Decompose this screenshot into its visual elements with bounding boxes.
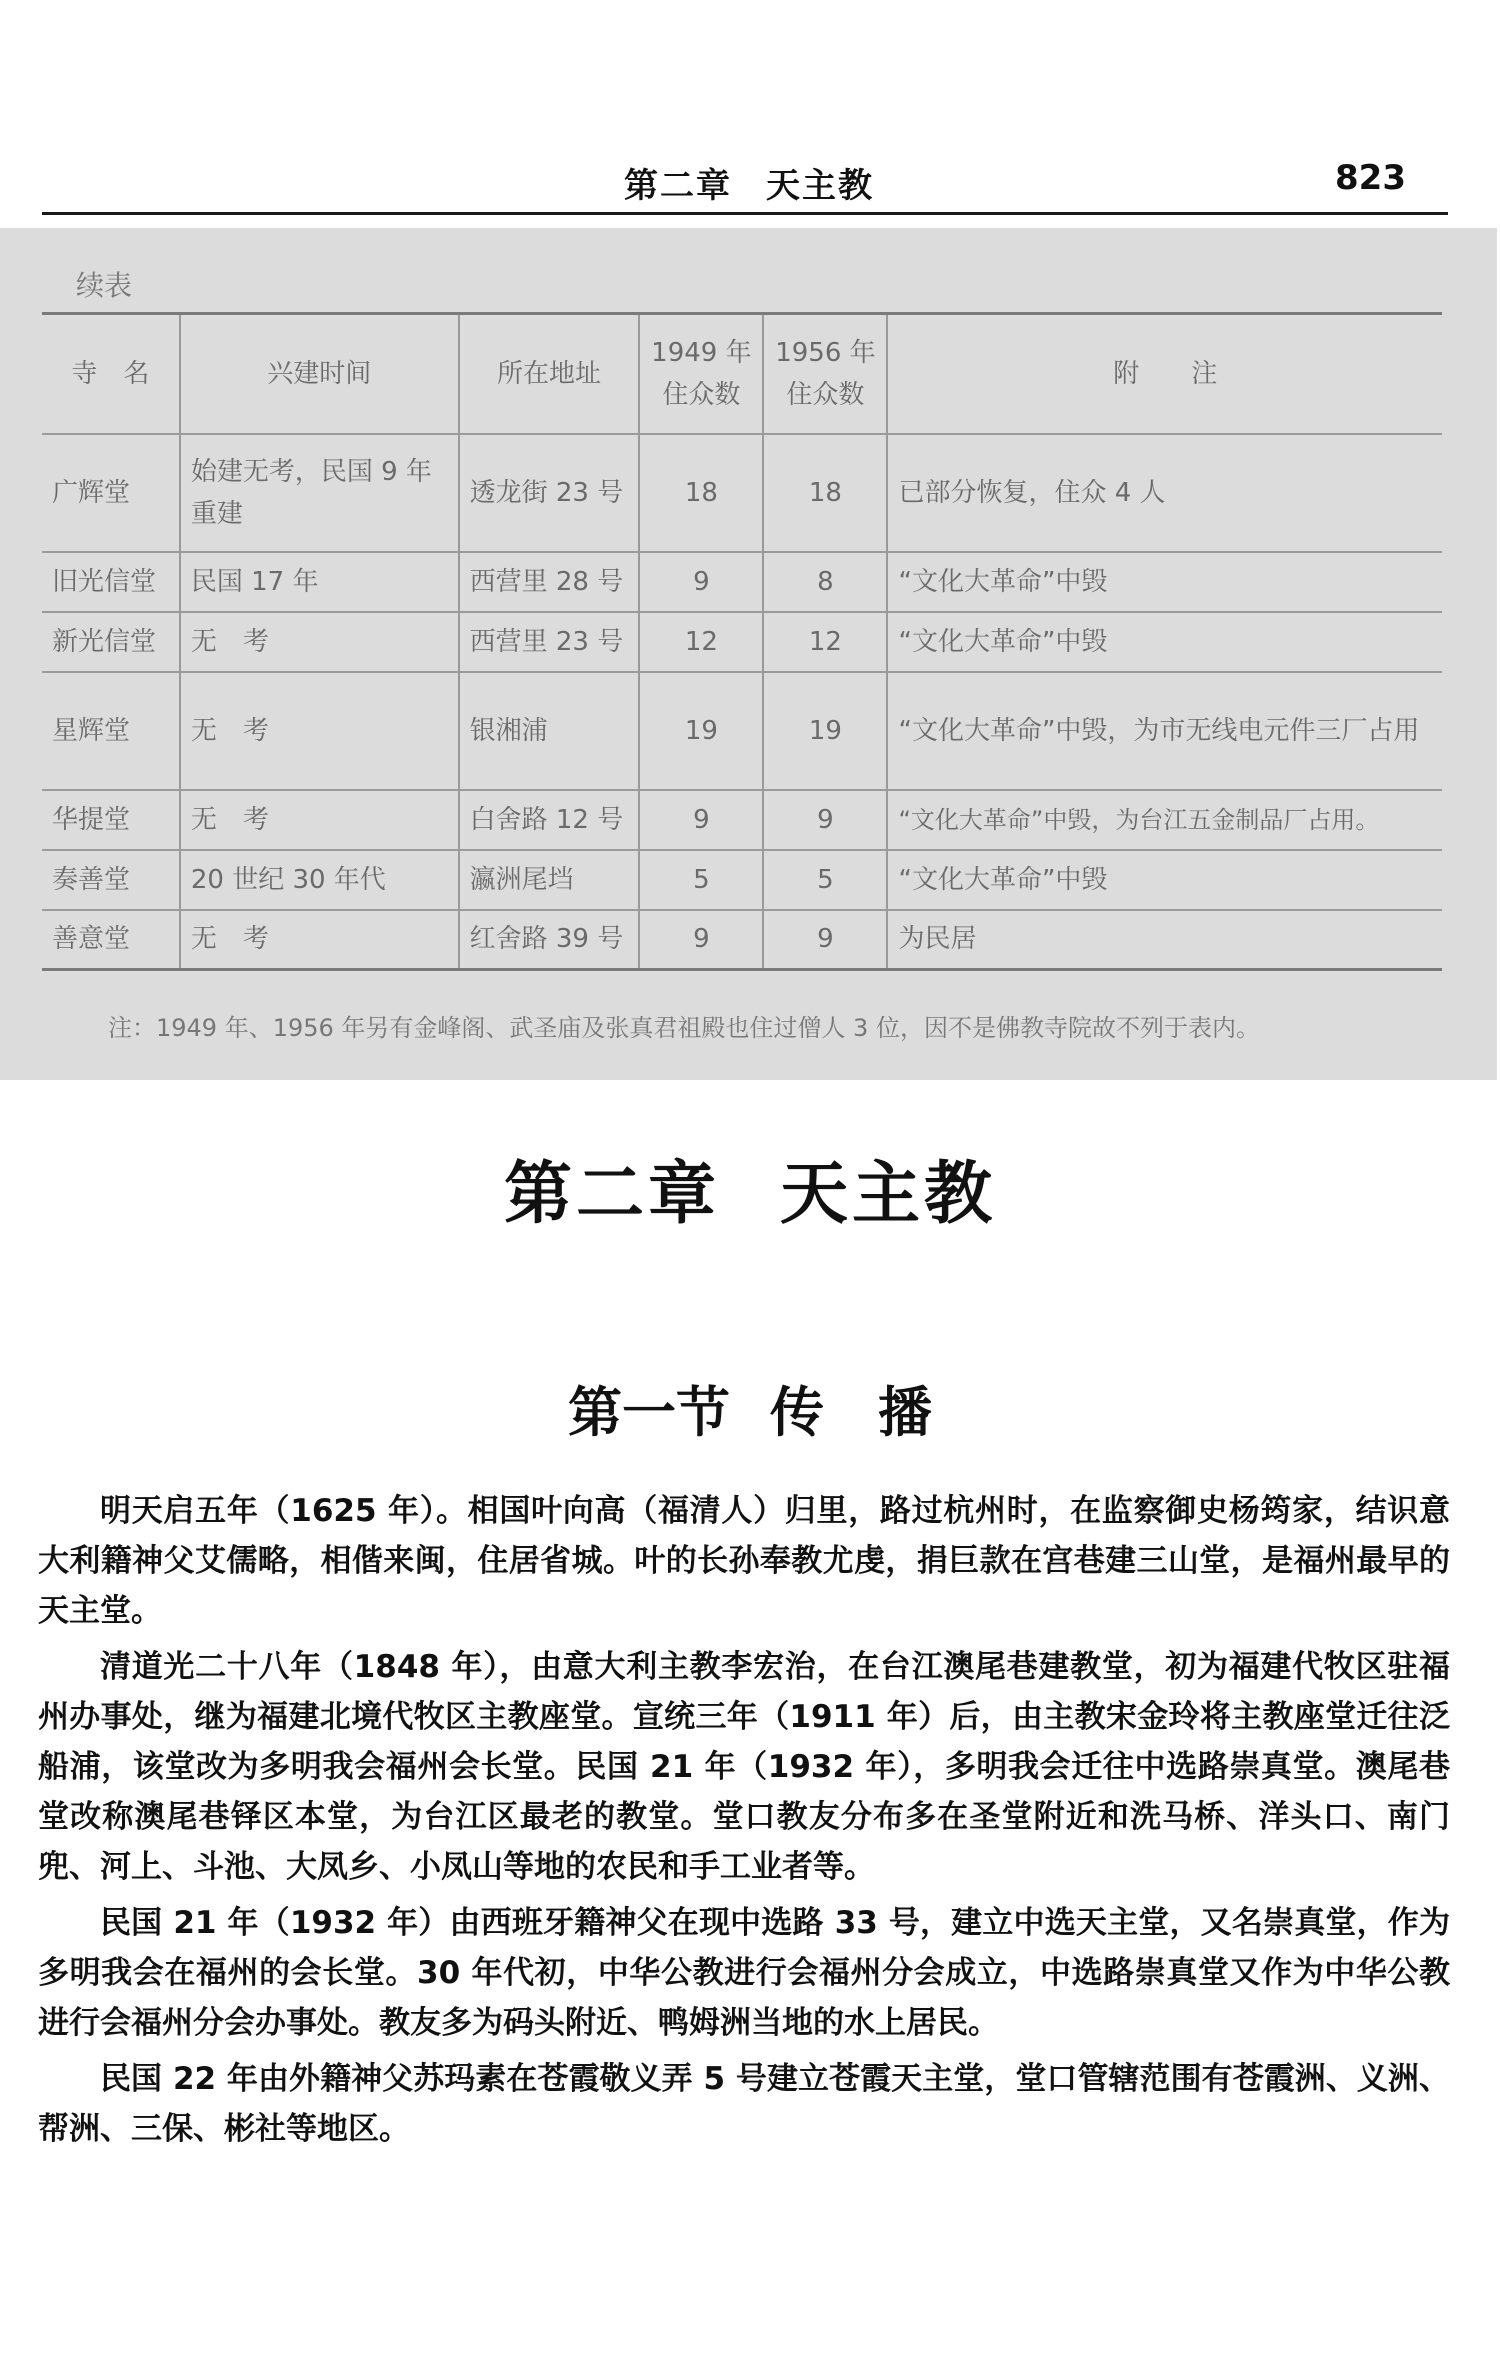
- cell-1956: 12: [763, 612, 887, 672]
- cell-note: “文化大革命”中毁，为市无线电元件三厂占用: [887, 672, 1442, 790]
- col-header-built: 兴建时间: [180, 314, 459, 434]
- cell-1949: 12: [639, 612, 763, 672]
- section-heading: [0, 1370, 1500, 1447]
- cell-note: “文化大革命”中毁: [887, 850, 1442, 910]
- cell-1949: 9: [639, 552, 763, 612]
- cell-1949: 9: [639, 790, 763, 850]
- cell-name: 广辉堂: [42, 434, 180, 552]
- table-row: [42, 434, 1442, 552]
- running-header-chapter: 第二章: [624, 166, 732, 206]
- cell-name: 善意堂: [42, 910, 180, 970]
- chapter-title: 天主教: [780, 1155, 997, 1234]
- cell-1956: 9: [763, 790, 887, 850]
- cell-address: 红舍路 39 号: [459, 910, 640, 970]
- cell-note: “文化大革命”中毁: [887, 612, 1442, 672]
- table-row: [42, 552, 1442, 612]
- cell-built: 20 世纪 30 年代: [180, 850, 459, 910]
- table-header-row: [42, 314, 1442, 434]
- table-footnote: 注：1949 年、1956 年另有金峰阁、武圣庙及张真君祖殿也住过僧人 3 位，因不是佛教寺院故不列于表内。: [108, 1014, 1260, 1042]
- running-header: [42, 150, 1448, 215]
- cell-built: 无 考: [180, 790, 459, 850]
- paragraph: 明天启五年（1625 年）。相国叶向高（福清人）归里，路过杭州时，在监察御史杨筠家，结识意大利籍神父艾儒略，相偕来闽，住居省城。叶的长孙奉教尤虔，捐巨款在宫巷建三山堂，是福州最早的天主堂。: [38, 1493, 1450, 1629]
- cell-1949: 19: [639, 672, 763, 790]
- section-title: 传 播: [770, 1381, 932, 1444]
- continued-table-section: [0, 228, 1497, 1080]
- col-header-1949: 1949 年住众数: [639, 314, 763, 434]
- paragraph: 清道光二十八年（1848 年），由意大利主教李宏治，在台江澳尾巷建教堂，初为福建代牧区驻福州办事处，继为福建北境代牧区主教座堂。宣统三年（1911 年）后，由主教宋金玲将主教座堂迁往泛船浦，该堂改为多明我会福州会长堂。民国 21 年（1932 年），多明我会迁往中选路崇真堂。澳尾巷堂改称澳尾巷铎区本堂，为台江区最老的教堂。堂口教友分布多在圣堂附近和洗马桥、洋头口、南门兜、河上、斗池、大凤乡、小凤山等地的农民和手工业者等。: [38, 1649, 1450, 1885]
- chapter-number: 第二章: [503, 1155, 720, 1234]
- cell-built: 民国 17 年: [180, 552, 459, 612]
- cell-name: 华提堂: [42, 790, 180, 850]
- running-header-title: [624, 158, 874, 207]
- col-header-address: 所在地址: [459, 314, 640, 434]
- cell-note: 为民居: [887, 910, 1442, 970]
- table-row: [42, 910, 1442, 970]
- running-header-chapter-title: 天主教: [766, 166, 874, 206]
- cell-name: 新光信堂: [42, 612, 180, 672]
- cell-built: 无 考: [180, 612, 459, 672]
- col-header-1956: 1956 年住众数: [763, 314, 887, 434]
- cell-name: 旧光信堂: [42, 552, 180, 612]
- cell-name: 星辉堂: [42, 672, 180, 790]
- cell-1949: 9: [639, 910, 763, 970]
- table-caption: 续表: [76, 269, 133, 302]
- cell-address: 白舍路 12 号: [459, 790, 640, 850]
- cell-note: 已部分恢复，住众 4 人: [887, 434, 1442, 552]
- cell-1956: 8: [763, 552, 887, 612]
- cell-note: “文化大革命”中毁: [887, 552, 1442, 612]
- body-text: [38, 1486, 1450, 2160]
- cell-1956: 5: [763, 850, 887, 910]
- paragraph: 民国 21 年（1932 年）由西班牙籍神父在现中选路 33 号，建立中选天主堂，又名崇真堂，作为多明我会在福州的会长堂。30 年代初，中华公教进行会福州分会成立，中选路崇真堂又作为中华公教进行会福州分会办事处。教友多为码头附近、鸭姆洲当地的水上居民。: [38, 1905, 1450, 2041]
- col-header-name: 寺 名: [42, 314, 180, 434]
- cell-address: 西营里 28 号: [459, 552, 640, 612]
- cell-address: 瀛洲尾垱: [459, 850, 640, 910]
- cell-1956: 19: [763, 672, 887, 790]
- col-header-note: 附 注: [887, 314, 1442, 434]
- cell-1956: 18: [763, 434, 887, 552]
- table-row: [42, 790, 1442, 850]
- table-row: [42, 850, 1442, 910]
- paragraph: 民国 22 年由外籍神父苏玛素在苍霞敬义弄 5 号建立苍霞天主堂，堂口管辖范围有苍霞洲、义洲、帮洲、三保、彬社等地区。: [38, 2061, 1450, 2147]
- cell-1956: 9: [763, 910, 887, 970]
- cell-address: 西营里 23 号: [459, 612, 640, 672]
- temple-table: [42, 312, 1442, 971]
- section-number: 第一节: [568, 1381, 730, 1444]
- cell-address: 透龙街 23 号: [459, 434, 640, 552]
- page-number: 823: [1335, 158, 1406, 198]
- cell-name: 奏善堂: [42, 850, 180, 910]
- cell-note: “文化大革命”中毁，为台江五金制品厂占用。: [887, 790, 1442, 850]
- cell-address: 银湘浦: [459, 672, 640, 790]
- chapter-heading: [0, 1140, 1500, 1237]
- table-row: [42, 672, 1442, 790]
- cell-built: 始建无考，民国 9 年重建: [180, 434, 459, 552]
- cell-1949: 18: [639, 434, 763, 552]
- table-row: [42, 612, 1442, 672]
- cell-built: 无 考: [180, 672, 459, 790]
- cell-built: 无 考: [180, 910, 459, 970]
- cell-1949: 5: [639, 850, 763, 910]
